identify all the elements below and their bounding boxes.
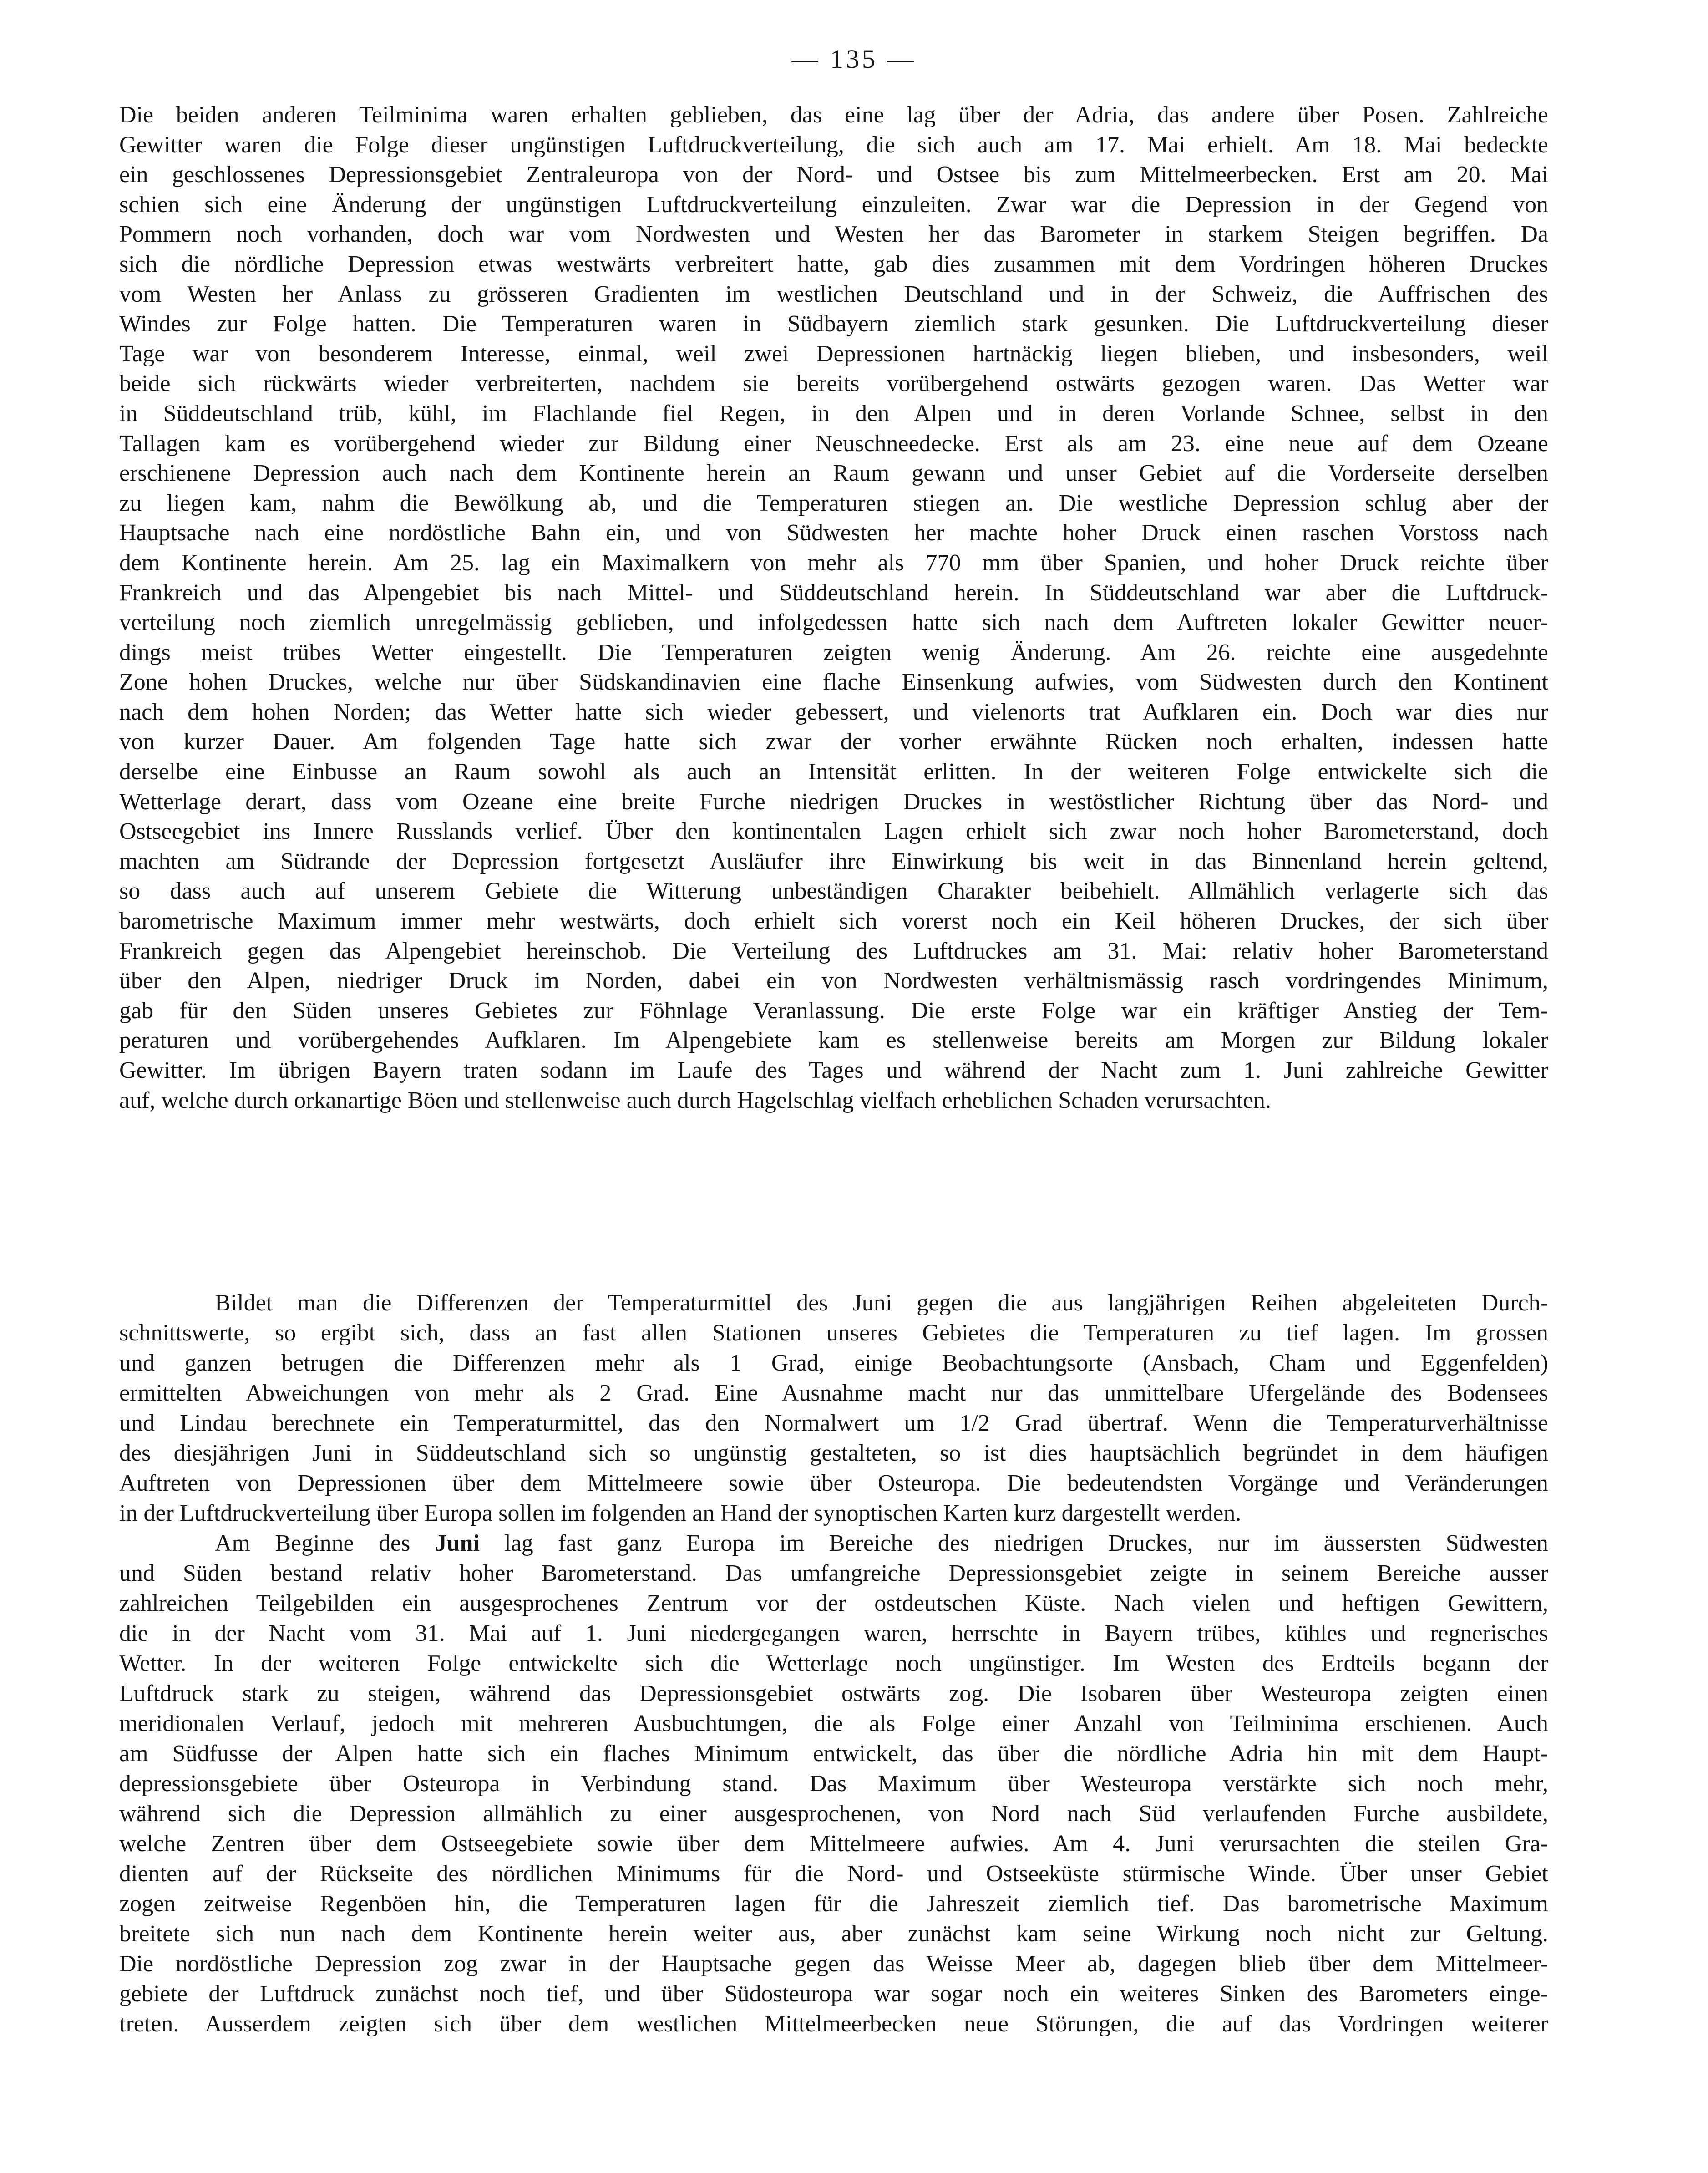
text-line: während sich die Depression allmählich zu einer ausgesprochenen, von Nord nach Süd verlaufenden Furche ausbildete, [119, 1801, 1548, 1827]
text-line: dienten auf der Rückseite des nördlichen Minimums für die Nord- und Ostseeküste stürmische Winde. Über unser Gebiet [119, 1861, 1548, 1887]
text-line: und Süden bestand relativ hoher Barometerstand. Das umfangreiche Depressionsgebiet zeigte in seinem Bereiche ausser [119, 1560, 1548, 1586]
page-number: — 135 — [791, 44, 917, 74]
text-line: Ostseegebiet ins Innere Russlands verlief. Über den kontinentalen Lagen erhielt sich zwar noch hoher Barometerstand, doch [119, 818, 1548, 845]
text-line: Luftdruck stark zu steigen, während das Depressionsgebiet ostwärts zog. Die Isobaren über Westeuropa zeigten einen [119, 1681, 1548, 1706]
text-line: und ganzen betrugen die Differenzen mehr als 1 Grad, einige Beobachtungsorte (Ansbach, Cham und Eggenfelden) [119, 1350, 1548, 1376]
text-line: und Lindau berechnete ein Temperaturmittel, das den Normalwert um 1/2 Grad übertraf. Wenn die Temperaturverhältnisse [119, 1410, 1548, 1436]
text-line: gab für den Süden unseres Gebietes zur Föhnlage Veranlassung. Die erste Folge war ein kräftiger Anstieg der Tem- [119, 997, 1548, 1024]
text-line: Die beiden anderen Teilminima waren erhalten geblieben, das eine lag über der Adria, das andere über Posen. Zahlreiche [119, 102, 1548, 128]
text-line: Die nordöstliche Depression zog zwar in der Hauptsache gegen das Weisse Meer ab, dagegen blieb über dem Mittelmeer- [119, 1951, 1548, 1977]
text-line: verteilung noch ziemlich unregelmässig geblieben, und infolgedessen hatte sich nach dem Auftreten lokaler Gewitter neuer- [119, 609, 1548, 636]
text-line: gebiete der Luftdruck zunächst noch tief, und über Südosteuropa war sogar noch ein weiteres Sinken des Barometers einge- [119, 1981, 1548, 2007]
text-line: in Süddeutschland trüb, kühl, im Flachlande fiel Regen, in den Alpen und in deren Vorlande Schnee, selbst in den [119, 400, 1548, 426]
text-line [119, 1528, 1548, 1559]
text-line: sich die nördliche Depression etwas westwärts verbreitert hatte, gab dies zusammen mit dem Vordringen höheren Druckes [119, 251, 1548, 277]
text-line: breitete sich nun nach dem Kontinente herein weiter aus, aber zunächst kam seine Wirkung noch nicht zur Geltung. [119, 1921, 1548, 1947]
text-line: erschienene Depression auch nach dem Kontinente herein an Raum gewann und unser Gebiet auf die Vorderseite derselben [119, 460, 1548, 487]
text-line: Pommern noch vorhanden, doch war vom Nordwesten und Westen her das Barometer in starkem Steigen begriffen. Da [119, 221, 1548, 248]
text-line: am Südfusse der Alpen hatte sich ein flaches Minimum entwickelt, das über die nördliche Adria hin mit dem Haupt- [119, 1741, 1548, 1767]
text-line: Frankreich gegen das Alpengebiet hereinschob. Die Verteilung des Luftdruckes am 31. Mai: relativ hoher Barometerstand [119, 938, 1548, 964]
text-line: über den Alpen, niedriger Druck im Norden, dabei ein von Nordwesten verhältnismässig rasch vordringendes Minimum, [119, 968, 1548, 994]
text-line: schnittswerte, so ergibt sich, dass an fast allen Stationen unseres Gebietes die Temperaturen zu tief lagen. Im grossen [119, 1320, 1548, 1346]
line-lead-text: Am Beginne des [215, 1530, 411, 1556]
text-block-may [119, 100, 1548, 1115]
text-line: ein geschlossenes Depressionsgebiet Zentraleuropa von der Nord- und Ostsee bis zum Mittelmeerbecken. Erst am 20. Mai [119, 162, 1548, 188]
text-line: des diesjährigen Juni in Süddeutschland sich so ungünstig gestalteten, so ist dies hauptsächlich begründet in dem häufigen [119, 1440, 1548, 1466]
text-line: Zone hohen Druckes, welche nur über Südskandinavien eine flache Einsenkung aufwies, vom Südwesten durch den Kontinent [119, 669, 1548, 696]
text-line: Wetter. In der weiteren Folge entwickelte sich die Wetterlage noch ungünstiger. Im Westen des Erdteils begann der [119, 1650, 1548, 1676]
text-line: depressionsgebiete über Osteuropa in Verbindung stand. Das Maximum über Westeuropa verstärkte sich noch mehr, [119, 1771, 1548, 1797]
text-line: in der Luftdruckverteilung über Europa sollen im folgenden an Hand der synoptischen Karten kurz dargestellt werden. [119, 1500, 1242, 1526]
text-line: meridionalen Verlauf, jedoch mit mehreren Ausbuchtungen, die als Folge einer Anzahl von Teilminima erschienen. Auch [119, 1711, 1548, 1736]
text-block-june [119, 1288, 1548, 2039]
text-line: peraturen und vorübergehendes Aufklaren. Im Alpengebiete kam es stellenweise bereits am Morgen zur Bildung lokaler [119, 1027, 1548, 1054]
text-line: zogen zeitweise Regenböen hin, die Temperaturen lagen für die Jahreszeit ziemlich tief. Das barometrische Maximum [119, 1891, 1548, 1917]
text-line: Auftreten von Depressionen über dem Mittelmeere sowie über Osteuropa. Die bedeutendsten Vorgänge und Veränderungen [119, 1470, 1548, 1496]
text-line: zahlreichen Teilgebilden ein ausgesprochenes Zentrum vor der ostdeutschen Küste. Nach vielen und heftigen Gewittern, [119, 1590, 1548, 1616]
text-line: ermittelten Abweichungen von mehr als 2 Grad. Eine Ausnahme macht nur das unmittelbare Ufergelände des Bodensees [119, 1380, 1548, 1406]
text-line: Gewitter waren die Folge dieser ungünstigen Luftdruckverteilung, die sich auch am 17. Mai erhielt. Am 18. Mai bedeckte [119, 132, 1548, 158]
text-line: von kurzer Dauer. Am folgenden Tage hatte sich zwar der vorher erwähnte Rücken noch erhalten, indessen hatte [119, 729, 1548, 755]
text-line: schien sich eine Änderung der ungünstigen Luftdruckverteilung einzuleiten. Zwar war die Depression in der Gegend von [119, 191, 1548, 218]
text-line: so dass auch auf unserem Gebiete die Witterung unbeständigen Charakter beibehielt. Allmählich verlagerte sich das [119, 878, 1548, 904]
text-line: Wetterlage derart, dass vom Ozeane eine breite Furche niedrigen Druckes in westöstlicher Richtung über das Nord- und [119, 788, 1548, 815]
text-line: welche Zentren über dem Ostseegebiete sowie über dem Mittelmeere aufwies. Am 4. Juni verursachten die steilen Gra- [119, 1831, 1548, 1857]
text-line: Gewitter. Im übrigen Bayern traten sodann im Laufe des Tages und während der Nacht zum 1. Juni zahlreiche Gewitter [119, 1057, 1548, 1083]
text-line: die in der Nacht vom 31. Mai auf 1. Juni niedergegangen waren, herrschte in Bayern trübes, kühles und regnerisches [119, 1620, 1548, 1646]
text-line: Bildet man die Differenzen der Temperaturmittel des Juni gegen die aus langjährigen Reihen abgeleiteten Durch- [215, 1290, 1548, 1316]
line-rest-text: lag fast ganz Europa im Bereiche des niedrigen Druckes, nur im äussersten Südwesten [504, 1530, 1549, 1556]
text-line: machten am Südrande der Depression fortgesetzt Ausläufer ihre Einwirkung bis weit in das Binnenland herein geltend, [119, 848, 1548, 874]
text-line: Tallagen kam es vorübergehend wieder zur Bildung einer Neuschneedecke. Erst als am 23. eine neue auf dem Ozeane [119, 430, 1548, 457]
text-line: Windes zur Folge hatten. Die Temperaturen waren in Südbayern ziemlich stark gesunken. Die Luftdruckverteilung dieser [119, 311, 1548, 337]
text-line: treten. Ausserdem zeigten sich über dem westlichen Mittelmeerbecken neue Störungen, die auf das Vordringen weiterer [119, 2011, 1548, 2037]
text-line: derselbe eine Einbusse an Raum sowohl als auch an Intensität erlitten. In der weiteren Folge entwickelte sich die [119, 759, 1548, 785]
text-line: auf, welche durch orkanartige Böen und stellenweise auch durch Hagelschlag vielfach erheblichen Schaden verursachten. [119, 1087, 1272, 1113]
text-line: zu liegen kam, nahm die Bewölkung ab, und die Temperaturen stiegen an. Die westliche Depression schlug aber der [119, 490, 1548, 516]
text-line: beide sich rückwärts wieder verbreiterten, nachdem sie bereits vorübergehend ostwärts gezogen waren. Das Wetter war [119, 371, 1548, 397]
month-heading-juni: Juni [435, 1530, 480, 1556]
text-line: Hauptsache nach eine nordöstliche Bahn ein, und von Südwesten her machte hoher Druck einen raschen Vorstoss nach [119, 520, 1548, 546]
text-line: nach dem hohen Norden; das Wetter hatte sich wieder gebessert, und vielenorts trat Aufklaren ein. Doch war dies nur [119, 699, 1548, 725]
paragraph-june-temperature [119, 1288, 1548, 1528]
text-line: Frankreich und das Alpengebiet bis nach Mittel- und Süddeutschland herein. In Süddeutschland war aber die Luftdruck- [119, 579, 1548, 606]
paragraph-june-pressure [119, 1528, 1548, 2039]
text-line: vom Westen her Anlass zu grösseren Gradienten im westlichen Deutschland und in der Schweiz, die Auffrischen des [119, 281, 1548, 307]
text-line: Tage war von besonderem Interesse, einmal, weil zwei Depressionen hartnäckig liegen blieben, und insbesonders, weil [119, 340, 1548, 367]
text-line: dings meist trübes Wetter eingestellt. Die Temperaturen zeigten wenig Änderung. Am 26. reichte eine ausgedehnte [119, 639, 1548, 665]
text-line: barometrische Maximum immer mehr westwärts, doch erhielt sich vorerst noch ein Keil höheren Druckes, der sich über [119, 908, 1548, 934]
text-line: dem Kontinente herein. Am 25. lag ein Maximalkern von mehr als 770 mm über Spanien, und hoher Druck reichte über [119, 549, 1548, 576]
